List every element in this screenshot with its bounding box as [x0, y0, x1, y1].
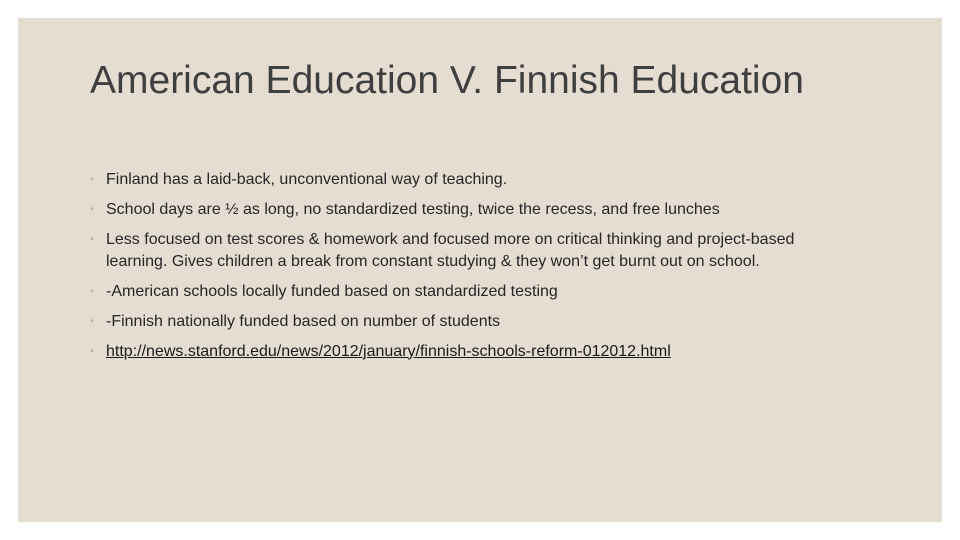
- bullet-marker-icon: ◦: [90, 345, 94, 357]
- bullet-marker-icon: ◦: [90, 234, 94, 245]
- bullet-text: -Finnish nationally funded based on number of students: [106, 312, 501, 330]
- bullet-item: [90, 281, 850, 303]
- bullet-item: [90, 341, 850, 363]
- bullet-item: [90, 199, 850, 221]
- bullet-list: [90, 169, 850, 371]
- slide-title: American Education V. Finnish Education: [90, 59, 804, 102]
- bullet-text: -American schools locally funded based on standardized testing: [106, 282, 558, 300]
- source-link[interactable]: http://news.stanford.edu/news/2012/january/finnish-schools-reform-012012.html: [106, 342, 671, 360]
- bullet-item: [90, 311, 850, 333]
- bullet-marker-icon: ◦: [90, 174, 94, 185]
- bullet-marker-icon: ◦: [90, 285, 94, 297]
- bullet-text: Finland has a laid-back, unconventional way of teaching.: [106, 171, 508, 188]
- bullet-item: [90, 229, 850, 272]
- slide: [18, 18, 942, 522]
- bullet-text: Less focused on test scores & homework and focused more on critical thinking and project-based learning. Gives children a break from constant studying & they won’t get burnt out on school.: [106, 231, 795, 270]
- bullet-marker-icon: ◦: [90, 315, 94, 327]
- bullet-text: School days are ½ as long, no standardized testing, twice the recess, and free lunches: [106, 201, 720, 218]
- bullet-marker-icon: ◦: [90, 204, 94, 215]
- bullet-item: [90, 169, 850, 191]
